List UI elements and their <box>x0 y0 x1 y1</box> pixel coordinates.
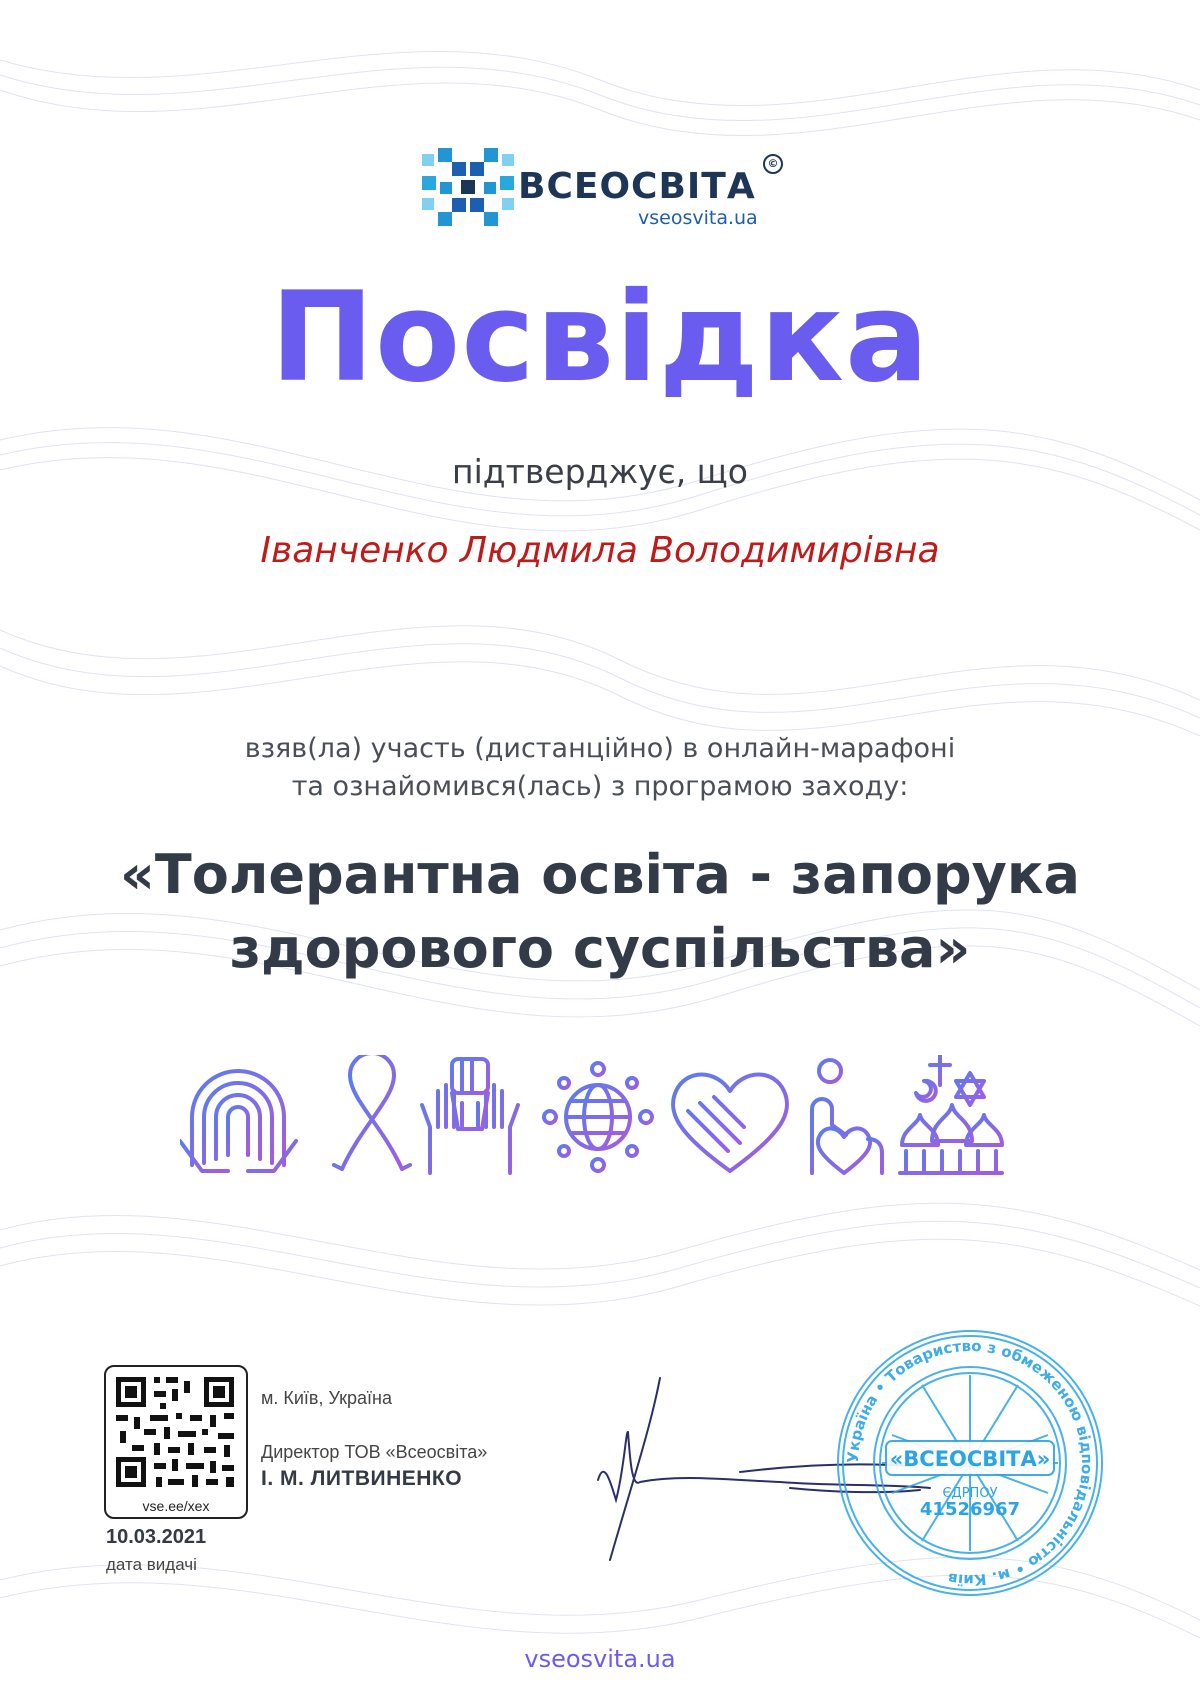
qr-code-pattern <box>106 1367 246 1497</box>
confirms-text: підтверджує, що <box>452 452 748 491</box>
issue-date-label: дата видачі <box>106 1555 197 1574</box>
stamp-center-text: «ВСЕОСВІТА» <box>889 1447 1051 1471</box>
tolerance-icons-row <box>180 1055 1020 1180</box>
city-text: м. Київ, Україна <box>261 1388 392 1408</box>
director-title: Директор ТОВ «Всеосвіта» <box>261 1442 488 1462</box>
seal-stamp <box>832 1325 1108 1601</box>
stamp-code-label: ЄДРПОУ <box>942 1486 998 1501</box>
description-line: взяв(ла) участь (дистанційно) в онлайн-марафоні <box>244 733 956 764</box>
raised-fists-icon <box>422 1059 518 1173</box>
stamp-outer-text: Україна • Товариство з обмеженою відповідальністю • м. Київ <box>843 1336 1097 1590</box>
globe-network-icon <box>544 1063 652 1171</box>
footer-url[interactable]: vseosvita.ua <box>524 1645 676 1673</box>
participation-description <box>0 730 1200 806</box>
brand-name: ВСЕОСВІТА <box>518 166 756 207</box>
description-line: та ознайомився(лась) з програмою заходу: <box>291 771 909 802</box>
event-title-line: «Толерантна освіта - запорука <box>120 843 1080 906</box>
qr-caption: vse.ee/xex <box>142 1498 210 1514</box>
rainbow-hands-icon <box>180 1071 296 1171</box>
qr-code[interactable] <box>104 1365 248 1519</box>
event-title <box>0 838 1200 986</box>
event-title-line: здорового суспільства» <box>229 917 971 980</box>
religious-symbols-icon <box>900 1055 1002 1173</box>
recipient-name: Іванченко Людмила Володимирівна <box>260 530 940 571</box>
handshake-heart-icon <box>673 1075 787 1172</box>
stamp-code: 41526967 <box>919 1499 1021 1520</box>
copyright-mark: © <box>763 154 783 174</box>
awareness-ribbon-icon <box>334 1055 410 1169</box>
brand-url: vseosvita.ua <box>638 207 758 229</box>
wheelchair-heart-icon <box>812 1060 882 1173</box>
issue-date: 10.03.2021 <box>106 1526 207 1548</box>
director-name: І. М. ЛИТВИНЕНКО <box>261 1467 463 1490</box>
certificate-title: Посвідка <box>270 266 930 410</box>
